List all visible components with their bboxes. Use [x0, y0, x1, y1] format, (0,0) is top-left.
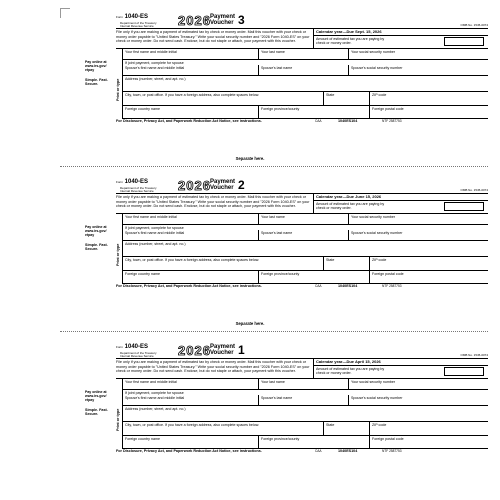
state-field[interactable]: State [324, 422, 370, 435]
payment-voucher-3 [60, 14, 488, 166]
foreign-postal-field[interactable]: Foreign postal code [372, 106, 404, 111]
disclosure-line [116, 119, 488, 123]
amount-label: Amount of estimated tax you are paying by check or money order. [316, 367, 385, 375]
taxpayer-fields [116, 378, 488, 483]
print-or-type-label: Print or type [116, 408, 120, 431]
voucher-word: Voucher [210, 20, 234, 27]
city-row [123, 92, 488, 106]
state-field[interactable]: State [324, 92, 370, 105]
voucher-number: 2 [238, 178, 245, 192]
form-word: Form [116, 15, 123, 19]
payment-voucher-title [210, 344, 235, 357]
print-or-type-band [116, 49, 123, 119]
simple-fast-secure: Simple. Fast. Secure. [85, 243, 108, 251]
pay-online-text: Pay online at www.irs.gov/ etpay [85, 225, 107, 237]
pay-online-note [85, 225, 115, 251]
spouse-row [123, 395, 488, 406]
first-name-field[interactable]: Your first name and middle initial [123, 49, 259, 59]
print-or-type-label: Print or type [116, 78, 120, 101]
spouse-first-name-field[interactable]: Spouse's first name and middle initial [123, 65, 259, 75]
spouse-last-name-field[interactable]: Spouse's last name [259, 395, 349, 405]
payment-word: Payment [210, 344, 236, 350]
foreign-postal-field[interactable]: Foreign postal code [372, 436, 404, 441]
pay-online-note [85, 60, 115, 86]
zip-field[interactable]: ZIP code [372, 422, 387, 427]
form-number [116, 179, 148, 185]
payment-voucher-1 [60, 344, 488, 496]
foreign-country-field[interactable]: Foreign country name [123, 271, 259, 283]
dept-name: Department of the Treasury [120, 21, 157, 25]
form-number [116, 14, 148, 20]
irs-name: Internal Revenue Service [120, 354, 154, 359]
dept-name: Department of the Treasury [120, 351, 157, 355]
ntf-code: NTF 2587753 [382, 119, 402, 123]
spouse-last-name-field[interactable]: Spouse's last name [259, 230, 349, 240]
foreign-row [123, 271, 488, 284]
voucher-instructions: File only if you are making a payment of estimated tax by check or money order. Mail this voucher with your check or money order payable to "United States Treasury." Write your social security number and "2026 Form 1040-ES" on your check or money order. Do not send cash. Enclose, but do not staple or attach, your payment with this voucher. [116, 30, 310, 44]
ntf-code: NTF 2587753 [382, 284, 402, 288]
omb-number: OMB No. 1545-0074 [460, 353, 488, 357]
irs-name: Internal Revenue Service [120, 24, 154, 29]
voucher-instructions: File only if you are making a payment of estimated tax by check or money order. Mail this voucher with your check or money order payable to "United States Treasury." Write your social security number and "2026 Form 1040-ES" on your check or money order. Do not send cash. Enclose, but do not staple or attach, your payment with this voucher. [116, 360, 310, 374]
disclosure-line [116, 284, 488, 288]
voucher-number: 1 [238, 343, 245, 357]
dept-name: Department of the Treasury [120, 186, 157, 190]
ntf-code: NTF 2587753 [382, 449, 402, 453]
payment-voucher-2 [60, 179, 488, 331]
spouse-first-name-field[interactable]: Spouse's first name and middle initial [123, 395, 259, 405]
calendar-year-box [313, 28, 488, 48]
taxpayer-fields [116, 48, 488, 153]
address-row [123, 76, 488, 92]
tax-year: 2026 [178, 343, 211, 358]
spouse-ssn-field[interactable]: Spouse's social security number [351, 65, 403, 70]
spouse-ssn-field[interactable]: Spouse's social security number [351, 230, 403, 235]
spouse-first-name-field[interactable]: Spouse's first name and middle initial [123, 230, 259, 240]
foreign-postal-field[interactable]: Foreign postal code [372, 271, 404, 276]
address-field[interactable]: Address (number, street, and apt. no.) [125, 76, 186, 81]
payment-voucher-title [210, 14, 235, 27]
separate-here-label: Separate here. [235, 156, 265, 161]
address-field[interactable]: Address (number, street, and apt. no.) [125, 406, 186, 411]
omb-number: OMB No. 1545-0074 [460, 188, 488, 192]
disclosure-text: For Disclosure, Privacy Act, and Paperwork Reduction Act Notice, see instructions. [116, 119, 262, 123]
foreign-country-field[interactable]: Foreign country name [123, 436, 259, 448]
amount-input[interactable] [444, 37, 484, 46]
amount-input[interactable] [444, 202, 484, 211]
perforation-line [60, 166, 488, 167]
city-field[interactable]: City, town, or post office. If you have a foreign address, also complete spaces below. [123, 257, 324, 270]
voucher-instructions: File only if you are making a payment of estimated tax by check or money order. Mail this voucher with your check or money order payable to "United States Treasury." Write your social security number and "2026 Form 1040-ES" on your check or money order. Do not send cash. Enclose, but do not staple or attach, your payment with this voucher. [116, 195, 310, 209]
city-row [123, 257, 488, 271]
joint-label: If joint payment, complete for spouse [125, 225, 184, 230]
ssn-field[interactable]: Your social security number [351, 214, 396, 219]
pay-online-text: Pay online at www.irs.gov/ etpay [85, 60, 107, 72]
state-field[interactable]: State [324, 257, 370, 270]
form-name: 1040-ES [124, 179, 149, 185]
payment-word: Payment [210, 179, 236, 185]
separate-here-label: Separate here. [235, 321, 265, 326]
disclosure-text: For Disclosure, Privacy Act, and Paperwork Reduction Act Notice, see instructions. [116, 449, 262, 453]
perforation-line [60, 331, 488, 332]
address-field[interactable]: Address (number, street, and apt. no.) [125, 241, 186, 246]
first-name-field[interactable]: Your first name and middle initial [123, 214, 259, 224]
due-date: Calendar year—Due April 15, 2026 [314, 358, 488, 366]
disclosure-line [116, 449, 488, 453]
irs-name: Internal Revenue Service [120, 189, 154, 194]
simple-fast-secure: Simple. Fast. Secure. [85, 408, 108, 416]
foreign-row [123, 106, 488, 119]
ssn-field[interactable]: Your social security number [351, 379, 396, 384]
spouse-last-name-field[interactable]: Spouse's last name [259, 65, 349, 75]
due-date: Calendar year—Due Sept. 15, 2026 [314, 28, 488, 36]
name-row [123, 379, 488, 390]
caa-code: CAA [315, 119, 322, 123]
city-field[interactable]: City, town, or post office. If you have a foreign address, also complete spaces below. [123, 92, 324, 105]
foreign-country-field[interactable]: Foreign country name [123, 106, 259, 118]
foreign-row [123, 436, 488, 449]
last-name-field[interactable]: Your last name [259, 379, 349, 389]
form-id: 1040ES104 [338, 119, 358, 123]
form-id: 1040ES104 [338, 449, 358, 453]
voucher-number: 3 [238, 13, 245, 27]
amount-label: Amount of estimated tax you are paying by check or money order. [316, 202, 385, 210]
tax-year: 2026 [178, 178, 211, 193]
voucher-word: Voucher [210, 350, 234, 357]
last-name-field[interactable]: Your last name [259, 214, 349, 224]
print-or-type-band [116, 379, 123, 449]
amount-label: Amount of estimated tax you are paying by check or money order. [316, 37, 385, 45]
due-date: Calendar year—Due June 15, 2026 [314, 193, 488, 201]
spouse-row [123, 230, 488, 241]
disclosure-text: For Disclosure, Privacy Act, and Paperwork Reduction Act Notice, see instructions. [116, 284, 262, 288]
form-number [116, 344, 148, 350]
payment-word: Payment [210, 14, 236, 20]
caa-code: CAA [315, 284, 322, 288]
foreign-province-field[interactable]: Foreign province/county [259, 106, 370, 118]
print-or-type-band [116, 214, 123, 284]
form-word: Form [116, 345, 123, 349]
spouse-ssn-field[interactable]: Spouse's social security number [351, 395, 403, 400]
form-word: Form [116, 180, 123, 184]
city-row [123, 422, 488, 436]
calendar-year-box [313, 358, 488, 378]
voucher-word: Voucher [210, 185, 234, 192]
form-name: 1040-ES [124, 344, 149, 350]
joint-label: If joint payment, complete for spouse [125, 60, 184, 65]
calendar-year-box [313, 193, 488, 213]
form-id: 1040ES104 [338, 284, 358, 288]
payment-voucher-title [210, 179, 235, 192]
last-name-field[interactable]: Your last name [259, 49, 349, 59]
city-field[interactable]: City, town, or post office. If you have a foreign address, also complete spaces below. [123, 422, 324, 435]
print-or-type-label: Print or type [116, 243, 120, 266]
foreign-province-field[interactable]: Foreign province/county [259, 271, 370, 283]
pay-online-note [85, 390, 115, 416]
tax-year: 2026 [178, 13, 211, 28]
spouse-row [123, 65, 488, 76]
address-row [123, 406, 488, 422]
omb-number: OMB No. 1545-0074 [460, 23, 488, 27]
taxpayer-fields [116, 213, 488, 318]
ssn-field[interactable]: Your social security number [351, 49, 396, 54]
amount-input[interactable] [444, 367, 484, 376]
form-name: 1040-ES [124, 14, 149, 20]
first-name-field[interactable]: Your first name and middle initial [123, 379, 259, 389]
zip-field[interactable]: ZIP code [372, 92, 387, 97]
simple-fast-secure: Simple. Fast. Secure. [85, 78, 108, 86]
address-row [123, 241, 488, 257]
name-row [123, 214, 488, 225]
joint-label: If joint payment, complete for spouse [125, 390, 184, 395]
caa-code: CAA [315, 449, 322, 453]
zip-field[interactable]: ZIP code [372, 257, 387, 262]
name-row [123, 49, 488, 60]
pay-online-text: Pay online at www.irs.gov/ etpay [85, 390, 107, 402]
foreign-province-field[interactable]: Foreign province/county [259, 436, 370, 448]
